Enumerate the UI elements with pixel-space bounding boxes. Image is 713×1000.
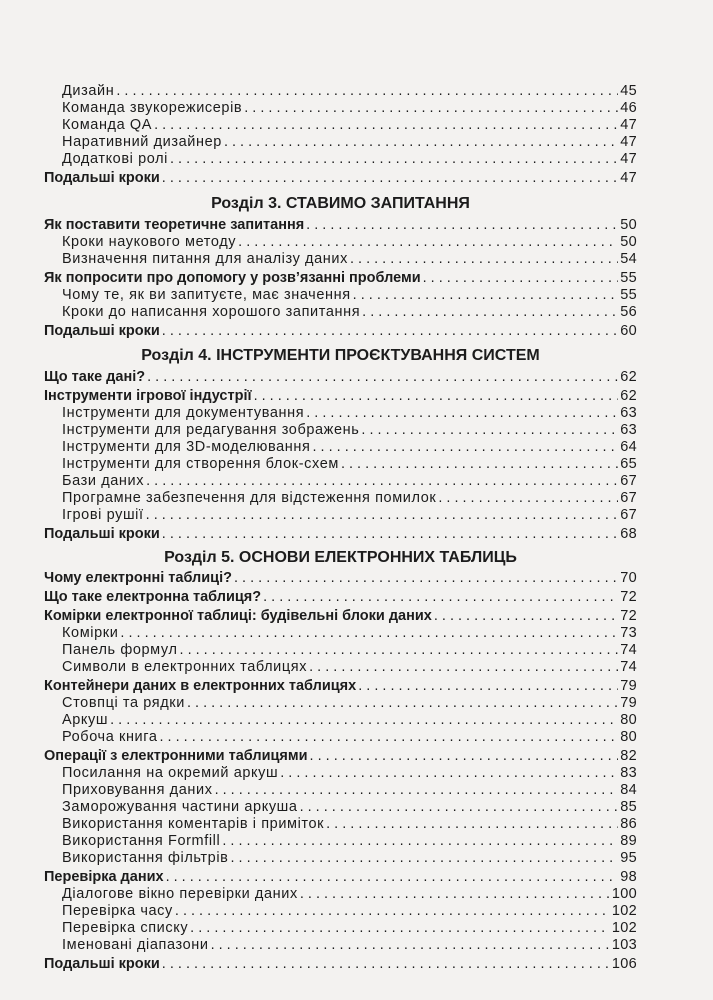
toc-page-number: 55: [620, 287, 637, 303]
toc-subsection-entry: [62, 134, 637, 151]
toc-entry-title: Чому електронні таблиці?: [44, 570, 232, 586]
dot-leader: [159, 729, 618, 746]
dot-leader: [306, 405, 618, 422]
toc-entry-title: Перевірка часу: [62, 903, 173, 919]
toc-entry-title: Подальші кроки: [44, 526, 160, 542]
toc-subsection-entry: [62, 422, 637, 439]
chapter-heading: Розділ 4. ІНСТРУМЕНТИ ПРОЄКТУВАННЯ СИСТЕМ: [141, 347, 540, 364]
dot-leader: [162, 956, 610, 973]
toc-entry-title: Команда звукорежисерів: [62, 100, 243, 116]
toc-entry-title: Бази даних: [62, 473, 145, 489]
toc-entry-title: Панель формул: [62, 642, 178, 658]
toc-entry-title: Кроки наукового методу: [62, 234, 237, 250]
toc-page-number: 62: [620, 369, 637, 385]
toc-subsection-entry: [62, 765, 637, 782]
toc-section-entry: [44, 570, 637, 587]
toc-page-number: 60: [620, 323, 637, 339]
toc-entry-title: Перевірка даних: [44, 869, 164, 885]
toc-page-number: 64: [620, 439, 637, 455]
dot-leader: [147, 369, 618, 386]
toc-entry-title: Інструменти для створення блок-схем: [62, 456, 339, 472]
toc-entry-title: Інструменти для редагування зображень: [62, 422, 360, 438]
dot-leader: [180, 642, 619, 659]
toc-entry-title: Що таке електронна таблиця?: [44, 589, 262, 605]
dot-leader: [350, 251, 618, 268]
toc-entry-title: Контейнери даних в електронних таблицях: [44, 678, 357, 694]
toc-page-number: 55: [620, 270, 637, 286]
dot-leader: [306, 217, 618, 234]
dot-leader: [162, 170, 618, 187]
toc-entry-title: Інструменти ігрової індустрії: [44, 388, 252, 404]
toc-subsection-entry: [62, 695, 637, 712]
dot-leader: [224, 134, 618, 151]
toc-entry-title: Операції з електронними таблицями: [44, 748, 308, 764]
toc-page-number: 63: [620, 422, 637, 438]
dot-leader: [146, 473, 618, 490]
toc-page-number: 67: [620, 490, 637, 506]
toc-page-number: 100: [611, 886, 637, 902]
toc-section-entry: [44, 589, 637, 606]
dot-leader: [312, 439, 618, 456]
dot-leader: [310, 748, 619, 765]
toc-subsection-entry: [62, 799, 637, 816]
toc-entry-title: Кроки до написання хорошого запитання: [62, 304, 361, 320]
dot-leader: [300, 799, 619, 816]
dot-leader: [162, 526, 618, 543]
toc-page-number: 45: [620, 83, 637, 99]
toc-page-number: 80: [620, 729, 637, 745]
dot-leader: [162, 323, 618, 340]
toc-subsection-entry: [62, 456, 637, 473]
toc-page-number: 85: [620, 799, 637, 815]
dot-leader: [146, 507, 619, 524]
toc-entry-title: Як поставити теоретичне запитання: [44, 217, 305, 233]
toc-page-number: 65: [620, 456, 637, 472]
toc-entry-title: Додаткові ролі: [62, 151, 168, 167]
toc-entry-title: Що таке дані?: [44, 369, 146, 385]
dot-leader: [120, 625, 618, 642]
toc-page-number: 47: [620, 134, 637, 150]
dot-leader: [300, 886, 610, 903]
dot-leader: [423, 270, 619, 287]
toc-entry-title: Символи в електронних таблицях: [62, 659, 308, 675]
toc-page-number: 79: [620, 678, 637, 694]
toc-section-entry: [44, 270, 637, 287]
toc-subsection-entry: [62, 405, 637, 422]
toc-page-number: 95: [620, 850, 637, 866]
dot-leader: [154, 117, 618, 134]
toc-subsection-entry: [62, 251, 637, 268]
toc-entry-title: Стовпці та рядки: [62, 695, 185, 711]
dot-leader: [238, 234, 618, 251]
dot-leader: [110, 712, 618, 729]
dot-leader: [190, 920, 610, 937]
toc-section-entry: [44, 388, 637, 405]
dot-leader: [358, 678, 618, 695]
dot-leader: [326, 816, 618, 833]
dot-leader: [280, 765, 618, 782]
toc-section-entry: [44, 526, 637, 543]
toc-subsection-entry: [62, 833, 637, 850]
toc-page-number: 80: [620, 712, 637, 728]
dot-leader: [175, 903, 610, 920]
toc-subsection-entry: [62, 100, 637, 117]
dot-leader: [222, 833, 618, 850]
dot-leader: [211, 937, 610, 954]
toc-page-number: 73: [620, 625, 637, 641]
toc-entry-title: Команда QA: [62, 117, 153, 133]
toc-page-number: 47: [620, 170, 637, 186]
toc-entry-title: Подальші кроки: [44, 956, 160, 972]
toc-page-number: 63: [620, 405, 637, 421]
toc-subsection-entry: [62, 117, 637, 134]
toc-subsection-entry: [62, 287, 637, 304]
dot-leader: [187, 695, 618, 712]
toc-page-number: 46: [620, 100, 637, 116]
dot-leader: [353, 287, 619, 304]
toc-page-number: 72: [620, 589, 637, 605]
toc-section-entry: [44, 748, 637, 765]
toc-page-number: 79: [620, 695, 637, 711]
toc-page-number: 84: [620, 782, 637, 798]
toc-entry-title: Комірки: [62, 625, 119, 641]
toc-entry-title: Дизайн: [62, 83, 115, 99]
toc-subsection-entry: [62, 473, 637, 490]
toc-entry-title: Інструменти для документування: [62, 405, 305, 421]
toc-entry-title: Інструменти для 3D-моделювання: [62, 439, 311, 455]
toc-section-entry: [44, 608, 637, 625]
toc-page-number: 50: [620, 217, 637, 233]
dot-leader: [263, 589, 618, 606]
toc-entry-title: Використання коментарів і приміток: [62, 816, 325, 832]
toc-entry-title: Комірки електронної таблиці: будівельні блоки даних: [44, 608, 432, 624]
toc-page-number: 82: [620, 748, 637, 764]
toc-subsection-entry: [62, 659, 637, 676]
toc-entry-title: Аркуш: [62, 712, 109, 728]
toc-section-entry: [44, 956, 637, 973]
dot-leader: [438, 490, 618, 507]
toc-page-number: 56: [620, 304, 637, 320]
toc-entry-title: Використання фільтрів: [62, 850, 229, 866]
toc-page-number: 89: [620, 833, 637, 849]
toc-subsection-entry: [62, 151, 637, 168]
toc-page-number: 74: [620, 659, 637, 675]
toc-section-entry: [44, 323, 637, 340]
toc-subsection-entry: [62, 625, 637, 642]
dot-leader: [309, 659, 618, 676]
toc-page-number: 67: [620, 473, 637, 489]
toc-subsection-entry: [62, 850, 637, 867]
dot-leader: [230, 850, 618, 867]
dot-leader: [215, 782, 619, 799]
toc-subsection-entry: [62, 920, 637, 937]
toc-subsection-entry: [62, 937, 637, 954]
dot-leader: [116, 83, 618, 100]
dot-leader: [361, 422, 618, 439]
toc-subsection-entry: [62, 816, 637, 833]
toc-page-number: 106: [611, 956, 637, 972]
toc-page-number: 47: [620, 151, 637, 167]
toc-entry-title: Визначення питання для аналізу даних: [62, 251, 348, 267]
toc-subsection-entry: [62, 234, 637, 251]
toc-section-entry: [44, 217, 637, 234]
toc-entry-title: Приховування даних: [62, 782, 213, 798]
toc-entry-title: Ігрові рушії: [62, 507, 144, 523]
toc-subsection-entry: [62, 507, 637, 524]
toc-page-number: 103: [611, 937, 637, 953]
toc-entry-title: Посилання на окремий аркуш: [62, 765, 279, 781]
toc-page-number: 50: [620, 234, 637, 250]
toc-subsection-entry: [62, 729, 637, 746]
dot-leader: [166, 869, 619, 886]
chapter-heading: Розділ 3. СТАВИМО ЗАПИТАННЯ: [211, 195, 470, 212]
toc-page-number: 98: [620, 869, 637, 885]
toc-subsection-entry: [62, 439, 637, 456]
toc-subsection-entry: [62, 886, 637, 903]
dot-leader: [254, 388, 619, 405]
toc-entry-title: Як попросити про допомогу у розв’язанні проблеми: [44, 270, 421, 286]
toc-entry-title: Подальші кроки: [44, 323, 160, 339]
dot-leader: [244, 100, 618, 117]
toc-entry-title: Програмне забезпечення для відстеження помилок: [62, 490, 437, 506]
toc-entry-title: Перевірка списку: [62, 920, 189, 936]
dot-leader: [362, 304, 618, 321]
toc-page-number: 74: [620, 642, 637, 658]
dot-leader: [234, 570, 618, 587]
toc-page-number: 83: [620, 765, 637, 781]
toc-subsection-entry: [62, 712, 637, 729]
toc-page-number: 67: [620, 507, 637, 523]
toc-page-number: 70: [620, 570, 637, 586]
toc-subsection-entry: [62, 490, 637, 507]
toc-section-entry: [44, 869, 637, 886]
toc-entry-title: Робоча книга: [62, 729, 158, 745]
toc-entry-title: Діалогове вікно перевірки даних: [62, 886, 298, 902]
toc-entry-title: Чому те, як ви запитуєте, має значення: [62, 287, 351, 303]
toc-section-entry: [44, 678, 637, 695]
toc-page-number: 62: [620, 388, 637, 404]
toc-page-number: 72: [620, 608, 637, 624]
toc-entry-title: Заморожування частини аркуша: [62, 799, 298, 815]
toc-entry-title: Іменовані діапазони: [62, 937, 209, 953]
dot-leader: [434, 608, 618, 625]
toc-page-number: 68: [620, 526, 637, 542]
chapter-heading: Розділ 5. ОСНОВИ ЕЛЕКТРОННИХ ТАБЛИЦЬ: [164, 549, 517, 566]
toc-page-number: 86: [620, 816, 637, 832]
toc-subsection-entry: [62, 304, 637, 321]
toc-subsection-entry: [62, 642, 637, 659]
toc-subsection-entry: [62, 83, 637, 100]
dot-leader: [170, 151, 618, 168]
toc-entry-title: Наративний дизайнер: [62, 134, 222, 150]
toc-entry-title: Використання Formfill: [62, 833, 221, 849]
toc-entry-title: Подальші кроки: [44, 170, 160, 186]
toc-subsection-entry: [62, 903, 637, 920]
toc-subsection-entry: [62, 782, 637, 799]
toc-page-number: 102: [611, 903, 637, 919]
toc-page-number: 54: [620, 251, 637, 267]
toc-page-number: 47: [620, 117, 637, 133]
dot-leader: [341, 456, 618, 473]
toc-section-entry: [44, 170, 637, 187]
toc-section-entry: [44, 369, 637, 386]
toc-page-number: 102: [611, 920, 637, 936]
